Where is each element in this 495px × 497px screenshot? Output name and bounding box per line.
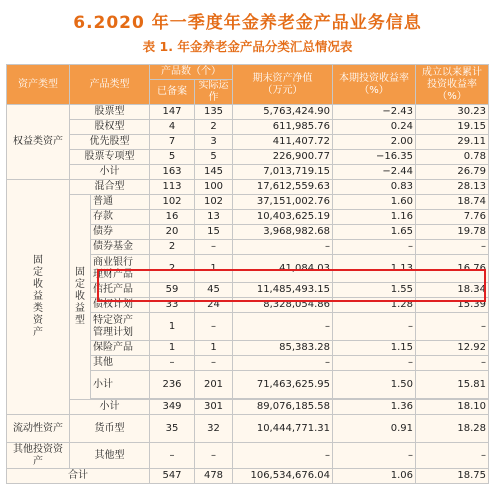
cell-cumulative: 18.74: [416, 195, 489, 210]
cell-cumulative: –: [416, 443, 489, 469]
cell-return: 1.60: [333, 195, 416, 210]
cell-cumulative: 19.78: [416, 225, 489, 240]
row-label: 保险产品: [91, 341, 150, 356]
header-return-line2: （%）: [359, 84, 389, 96]
row-label: 混合型: [70, 180, 150, 195]
row-label: 其他型: [70, 443, 150, 469]
row-label-line1: 特定资产: [93, 314, 133, 326]
cell-operating: 201: [195, 371, 233, 399]
row-label-line2: 管理计划: [93, 326, 133, 338]
cell-cumulative: 30.23: [416, 105, 489, 120]
cell-cumulative: 7.76: [416, 210, 489, 225]
cell-cumulative: 18.10: [416, 400, 489, 415]
cell-filed: 16: [150, 210, 195, 225]
row-label-subtotal: 小计: [91, 371, 150, 399]
row-label: 优先股型: [70, 135, 150, 150]
cell-cumulative: 28.13: [416, 180, 489, 195]
header-cum-line1: 成立以来累计: [422, 66, 482, 78]
cell-operating: 45: [195, 283, 233, 298]
cell-nav: 85,383.28: [233, 341, 333, 356]
cell-cumulative: 15.81: [416, 371, 489, 399]
cell-return: –: [333, 240, 416, 255]
cell-operating: 100: [195, 180, 233, 195]
cell-cumulative: 12.92: [416, 341, 489, 356]
cell-operating: –: [195, 443, 233, 469]
cell-nav: –: [233, 443, 333, 469]
cell-filed: 113: [150, 180, 195, 195]
cell-filed: 7: [150, 135, 195, 150]
cell-operating: 13: [195, 210, 233, 225]
cell-filed: 163: [150, 165, 195, 180]
cell-nav: 10,444,771.31: [233, 415, 333, 443]
row-label: 债券基金: [91, 240, 150, 255]
cell-return: 1.06: [333, 469, 416, 484]
row-label: 债权计划: [91, 298, 150, 313]
category-fixed-income: [7, 180, 70, 415]
cell-return: 1.28: [333, 298, 416, 313]
category-liquid: 流动性资产: [7, 415, 70, 443]
header-count-group: 产品数（个）: [150, 65, 233, 80]
cell-nav: 89,076,185.58: [233, 400, 333, 415]
cell-return: –: [333, 313, 416, 341]
document-title: 6.2020 年一季度年金养老金产品业务信息: [73, 13, 422, 33]
pension-product-table: [6, 64, 489, 484]
cell-cumulative: 15.39: [416, 298, 489, 313]
cell-operating: 2: [195, 120, 233, 135]
cell-filed: 4: [150, 120, 195, 135]
cell-cumulative: –: [416, 313, 489, 341]
cell-cumulative: 19.15: [416, 120, 489, 135]
cell-filed: 59: [150, 283, 195, 298]
cell-operating: 32: [195, 415, 233, 443]
cell-nav: –: [233, 313, 333, 341]
cell-operating: –: [195, 313, 233, 341]
row-label: 股票专项型: [70, 150, 150, 165]
row-label: 其他: [91, 356, 150, 371]
cell-filed: 35: [150, 415, 195, 443]
category-other-investment: 其他投资资产: [7, 443, 70, 469]
cell-nav: 611,985.76: [233, 120, 333, 135]
cell-filed: 349: [150, 400, 195, 415]
cell-cumulative: 18.75: [416, 469, 489, 484]
cell-nav: 5,763,424.90: [233, 105, 333, 120]
cell-return: 1.15: [333, 341, 416, 356]
table-caption: 表 1. 年金养老金产品分类汇总情况表: [142, 39, 353, 54]
cell-operating: 24: [195, 298, 233, 313]
cell-return: –: [333, 356, 416, 371]
cell-nav: 17,612,559.63: [233, 180, 333, 195]
header-nav-line1: 期末资产净值: [252, 72, 313, 84]
cell-filed: –: [150, 443, 195, 469]
row-label-subtotal: 小计: [70, 165, 150, 180]
row-label-total: 合计: [7, 469, 150, 484]
row-label-bank-wm: [91, 255, 150, 283]
row-label: 债券: [91, 225, 150, 240]
subcategory-fixed-income-type: [70, 195, 91, 400]
cell-filed: 147: [150, 105, 195, 120]
cell-operating: 15: [195, 225, 233, 240]
cell-operating: 3: [195, 135, 233, 150]
category-fixed-income-label: 固定收益类资产: [33, 255, 43, 338]
cell-filed: 1: [150, 341, 195, 356]
cell-filed: 2: [150, 255, 195, 283]
cell-filed: 236: [150, 371, 195, 399]
cell-filed: 2: [150, 240, 195, 255]
cell-operating: 1: [195, 341, 233, 356]
cell-nav: 41,084.03: [233, 255, 333, 283]
cell-operating: 5: [195, 150, 233, 165]
row-label: 股权型: [70, 120, 150, 135]
cell-filed: 102: [150, 195, 195, 210]
cell-return: 0.91: [333, 415, 416, 443]
cell-nav: 8,328,054.86: [233, 298, 333, 313]
cell-filed: 20: [150, 225, 195, 240]
cell-return: 1.50: [333, 371, 416, 399]
cell-nav: 11,485,493.15: [233, 283, 333, 298]
cell-nav: –: [233, 240, 333, 255]
header-operating: 实际运作: [195, 80, 233, 105]
row-label: 信托产品: [91, 283, 150, 298]
cell-cumulative: –: [416, 240, 489, 255]
cell-return: −16.35: [333, 150, 416, 165]
category-equity: 权益类资产: [7, 105, 70, 180]
row-label: 股票型: [70, 105, 150, 120]
cell-return: –: [333, 443, 416, 469]
cell-cumulative: 18.28: [416, 415, 489, 443]
header-return: [333, 65, 416, 105]
cell-return: −2.43: [333, 105, 416, 120]
cell-return: 1.13: [333, 255, 416, 283]
cell-operating: –: [195, 240, 233, 255]
cell-nav: 411,407.72: [233, 135, 333, 150]
cell-operating: 102: [195, 195, 233, 210]
row-label-line1: 商业银行: [93, 256, 133, 268]
header-cum-line2: 投资收益率（%）: [427, 78, 477, 102]
header-asset-type: 资产类型: [7, 65, 70, 105]
cell-nav: 3,968,982.68: [233, 225, 333, 240]
row-label-special-asset: [91, 313, 150, 341]
header-nav: [233, 65, 333, 105]
row-label: 货币型: [70, 415, 150, 443]
row-label: 普通: [91, 195, 150, 210]
header-return-line1: 本期投资收益率: [339, 72, 409, 84]
cell-cumulative: 29.11: [416, 135, 489, 150]
header-filed: 已备案: [150, 80, 195, 105]
cell-cumulative: 26.79: [416, 165, 489, 180]
cell-return: 2.00: [333, 135, 416, 150]
cell-nav: 226,900.77: [233, 150, 333, 165]
cell-cumulative: 18.34: [416, 283, 489, 298]
cell-operating: 135: [195, 105, 233, 120]
cell-nav: 37,151,002.76: [233, 195, 333, 210]
cell-operating: –: [195, 356, 233, 371]
cell-nav: 7,013,719.15: [233, 165, 333, 180]
cell-filed: 547: [150, 469, 195, 484]
header-nav-line2: （万元）: [262, 84, 303, 96]
cell-return: 1.16: [333, 210, 416, 225]
cell-return: 1.65: [333, 225, 416, 240]
header-product-type: 产品类型: [70, 65, 150, 105]
cell-cumulative: 0.78: [416, 150, 489, 165]
cell-nav: 106,534,676.04: [233, 469, 333, 484]
cell-operating: 478: [195, 469, 233, 484]
row-label-line2: 理财产品: [93, 268, 133, 280]
cell-return: 0.83: [333, 180, 416, 195]
cell-filed: 33: [150, 298, 195, 313]
cell-nav: –: [233, 356, 333, 371]
cell-nav: 71,463,625.95: [233, 371, 333, 399]
cell-return: 1.55: [333, 283, 416, 298]
cell-operating: 301: [195, 400, 233, 415]
row-label-subtotal: 小计: [70, 400, 150, 415]
cell-filed: –: [150, 356, 195, 371]
cell-return: −2.44: [333, 165, 416, 180]
cell-return: 0.24: [333, 120, 416, 135]
cell-nav: 10,403,625.19: [233, 210, 333, 225]
cell-filed: 5: [150, 150, 195, 165]
subcategory-label: 固定收益型: [75, 267, 85, 326]
cell-return: 1.36: [333, 400, 416, 415]
cell-filed: 1: [150, 313, 195, 341]
cell-cumulative: –: [416, 356, 489, 371]
header-cumulative: [416, 65, 489, 105]
cell-cumulative: 16.76: [416, 255, 489, 283]
cell-operating: 1: [195, 255, 233, 283]
row-label: 存款: [91, 210, 150, 225]
cell-operating: 145: [195, 165, 233, 180]
